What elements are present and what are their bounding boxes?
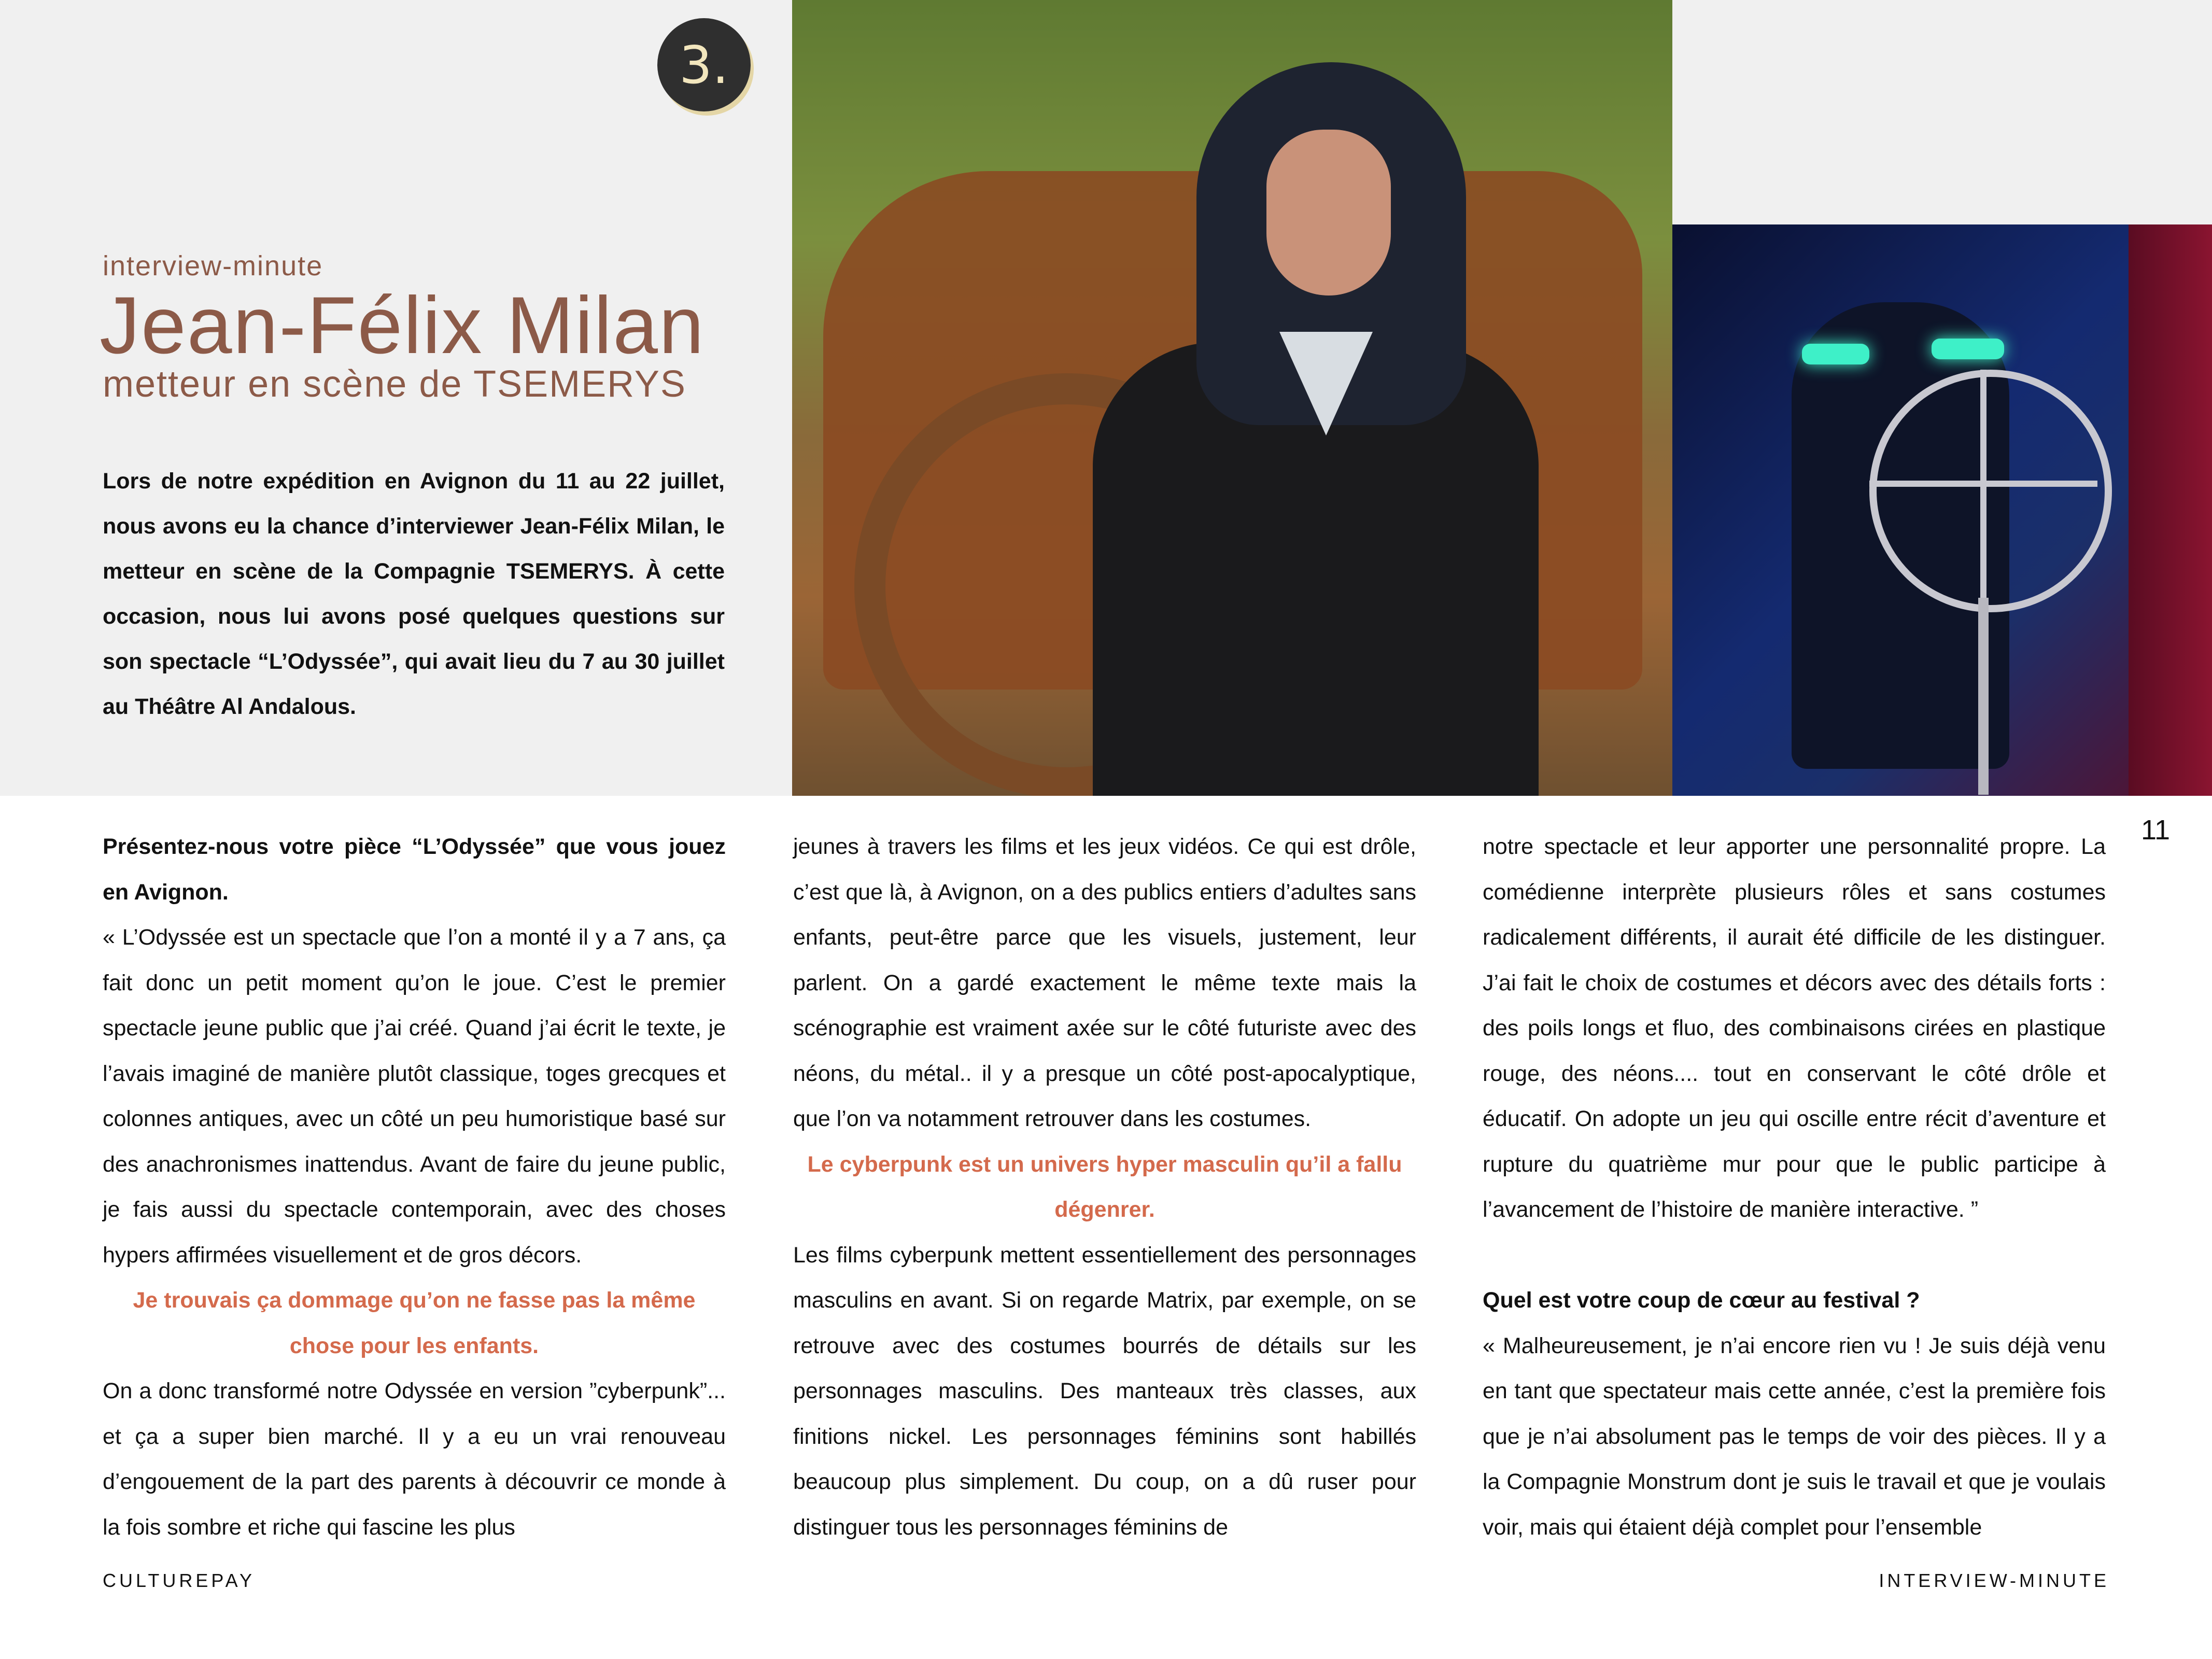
- pull-quote: Je trouvais ça dommage qu’on ne fasse pas la même chose pour les enfants.: [133, 1288, 696, 1358]
- page-number: 11: [2141, 814, 2171, 846]
- neon-glasses-right: [1932, 339, 2004, 359]
- question-2: Quel est votre coup de cœur au festival ?: [1483, 1288, 1920, 1313]
- section-kicker: interview-minute: [103, 250, 323, 282]
- text-column-2: [793, 824, 1416, 1550]
- paragraph-gap: [1483, 1233, 2106, 1278]
- answer-paragraph: « Malheureusement, je n’ai encore rien vu ! Je suis déjà venu en tant que spectateur mais cette année, c’est la première fois que je n’ai absolument pas le temps de voir des pièces. Il y a la Compagnie Monstrum dont je suis le travail et que je voulais voir, mais qui étaient déjà complet pour l’ensemble: [1483, 1333, 2106, 1540]
- footer-section: INTERVIEW-MINUTE: [1879, 1570, 2109, 1591]
- red-curtain-shape: [2129, 224, 2212, 796]
- stage-photo: [1672, 224, 2212, 796]
- text-column-3: [1483, 824, 2106, 1550]
- answer-paragraph: jeunes à travers les films et les jeux vidéos. Ce qui est drôle, c’est que là, à Avignon, on a des publics entiers d’adultes sans enfants, peut-être parce que les visuels, justement, leur parlent. On a gardé exactement le même texte mais la scénographie est vraiment axée sur le côté futuriste avec des néons, du métal.. il y a presque un côté post-apocalyptique, que l’on va notamment retrouver dans les costumes.: [793, 834, 1416, 1131]
- pull-quote: Le cyberpunk est un univers hyper masculin qu’il a fallu dégenrer.: [807, 1151, 1402, 1222]
- answer-paragraph: notre spectacle et leur apporter une personnalité propre. La comédienne interprète plusieurs rôles et sans costumes radicalement différents, il aurait été difficile de les distinguer. J’ai fait le choix de costumes et décors avec des détails forts : des poils longs et fluo, des combinaisons cirées en plastique rouge, des néons.... tout en conservant le côté drôle et éducatif. On adopte un jeu qui oscille entre récit d’aventure et rupture du quatrième mur pour que le public participe à l’avancement de l’histoire de manière interactive. ”: [1483, 834, 2106, 1222]
- answer-paragraph: Les films cyberpunk mettent essentiellement des personnages masculins en avant. Si on regarde Matrix, par exemple, on se retrouve avec des costumes bourrés de détails sur les personnages masculins. Des manteaux très classes, aux finitions nickel. Les personnages féminins sont habillés beaucoup plus simplement. Du coup, on a dû ruser pour distinguer tous les personnages féminins de: [793, 1242, 1416, 1540]
- article-number-badge: 3.: [657, 18, 751, 111]
- ship-wheel-shape: [1869, 370, 2112, 612]
- question-1: Présentez-nous votre pièce “L’Odyssée” que vous jouez en Avignon.: [103, 834, 726, 905]
- neon-glasses-left: [1802, 344, 1869, 364]
- wheel-stand: [1978, 598, 1989, 795]
- article-subtitle: metteur en scène de TSEMERYS: [103, 363, 686, 405]
- article-title: Jean-Félix Milan: [100, 280, 705, 371]
- text-column-1: [103, 824, 726, 1550]
- article-intro: Lors de notre expédition en Avignon du 11 au 22 juillet, nous avons eu la chance d’interviewer Jean-Félix Milan, le metteur en scène de la Compagnie TSEMERYS. À cette occasion, nous lui avons posé quelques questions sur son spectacle “L’Odyssée”, qui avait lieu du 7 au 30 juillet au Théâtre Al Andalous.: [103, 469, 725, 719]
- answer-paragraph: « L’Odyssée est un spectacle que l’on a monté il y a 7 ans, ça fait donc un petit moment qu’on le joue. C’est le premier spectacle jeune public que j’ai créé. Quand j’ai écrit le texte, je l’avais imaginé de manière plutôt classique, toges grecques et colonnes antiques, avec un côté un peu humoristique basé sur des anachronismes inattendus. Avant de faire du jeune public, je fais aussi du spectacle contemporain, avec des choses hypers affirmées visuellement et de gros décors.: [103, 925, 726, 1268]
- portrait-photo: [792, 0, 1672, 796]
- answer-paragraph: On a donc transformé notre Odyssée en version ”cyberpunk”... et ça a super bien marché. Il y a eu un vrai renouveau d’engouement de la part des parents à découvrir ce monde à la fois sombre et riche qui fascine les plus: [103, 1379, 726, 1540]
- face-shape: [1266, 130, 1391, 296]
- footer-publication: CULTUREPAY: [103, 1570, 256, 1591]
- wheel-spoke-horizontal: [1869, 481, 2097, 487]
